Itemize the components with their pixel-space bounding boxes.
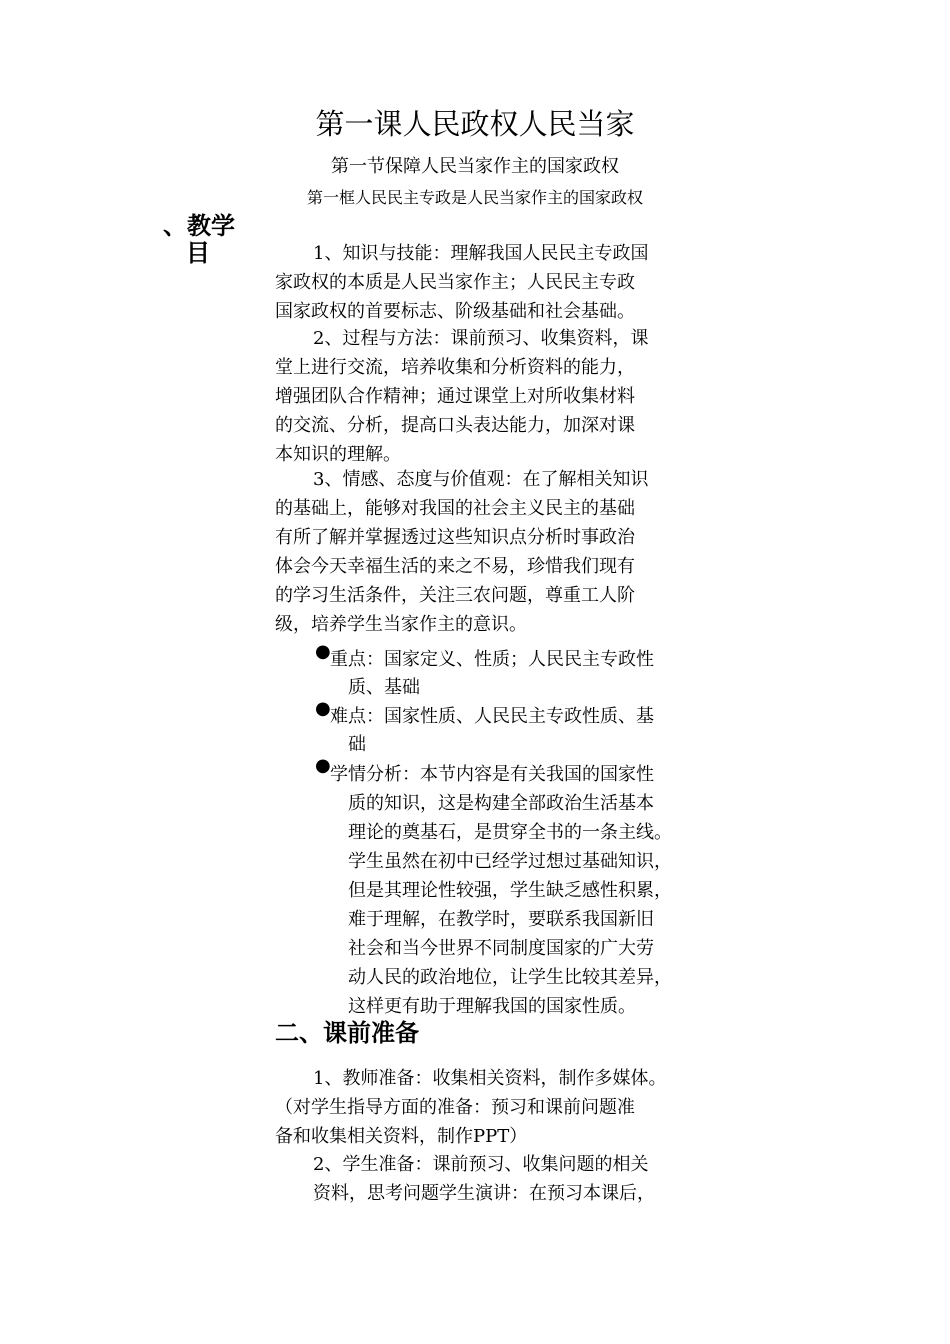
text-line: 增强团队合作精神；通过课堂上对所收集材料 — [275, 386, 635, 407]
text-line: 的基础上，能够对我国的社会主义民主的基础 — [275, 498, 635, 519]
teaching-objectives-heading: 、教学 — [163, 212, 235, 240]
text-line: 级，培养学生当家作主的意识。 — [275, 614, 527, 635]
text-line: 难点：国家性质、人民民主专政性质、基 — [330, 706, 654, 727]
bullet-dot-icon: ● — [315, 755, 331, 776]
text-line: （对学生指导方面的准备：预习和课前问题准 — [275, 1097, 635, 1118]
text-line: 但是其理论性较强，学生缺乏感性积累， — [348, 880, 672, 901]
text-line: 资料，思考问题学生演讲：在预习本课后， — [313, 1183, 655, 1204]
teaching-objectives-heading-cont: 目 — [186, 239, 210, 267]
pre-class-preparation-heading: 二、课前准备 — [275, 1019, 419, 1047]
text-line: 有所了解并掌握透过这些知识点分析时事政治 — [275, 527, 635, 548]
text-line: 家政权的本质是人民当家作主；人民民主专政 — [275, 272, 635, 293]
text-line: 这样更有助于理解我国的国家性质。 — [348, 996, 636, 1017]
text-line: 学生虽然在初中已经学过想过基础知识， — [348, 851, 672, 872]
text-line: 的学习生活条件，关注三农问题，尊重工人阶 — [275, 585, 635, 606]
bullet-dot-icon: ● — [315, 698, 331, 719]
text-line: 质、基础 — [348, 677, 420, 698]
text-line: 理论的奠基石，是贯穿全书的一条主线。 — [348, 822, 672, 843]
text-line: 堂上进行交流，培养收集和分析资料的能力， — [275, 357, 635, 378]
text-line: 动人民的政治地位，让学生比较其差异， — [348, 967, 672, 988]
text-line: 2、过程与方法：课前预习、收集资料，课 — [313, 328, 649, 349]
text-line: 础 — [348, 734, 366, 755]
section-title: 第一节保障人民当家作主的国家政权 — [331, 156, 619, 177]
text-line: 本知识的理解。 — [275, 444, 401, 465]
text-line: 的交流、分析，提高口头表达能力，加深对课 — [275, 415, 635, 436]
text-line: 学情分析：本节内容是有关我国的国家性 — [330, 764, 654, 785]
text-line: 国家政权的首要标志、阶级基础和社会基础。 — [275, 301, 635, 322]
text-line: 3、情感、态度与价值观：在了解相关知识 — [313, 469, 649, 490]
text-line: 社会和当今世界不同制度国家的广大劳 — [348, 938, 654, 959]
page-title: 第一课人民政权人民当家 — [315, 107, 635, 141]
subsection-title: 第一框人民民主专政是人民当家作主的国家政权 — [306, 188, 643, 207]
text-line: 体会今天幸福生活的来之不易，珍惜我们现有 — [275, 556, 635, 577]
text-line: 重点：国家定义、性质；人民民主专政性 — [330, 649, 654, 670]
bullet-dot-icon: ● — [315, 641, 331, 662]
text-line: 难于理解，在教学时，要联系我国新旧 — [348, 909, 654, 930]
text-line: 1、教师准备：收集相关资料，制作多媒体。 — [313, 1068, 667, 1089]
text-line: 备和收集相关资料，制作PPT） — [275, 1126, 528, 1147]
text-line: 1、知识与技能：理解我国人民民主专政国 — [313, 243, 649, 264]
text-line: 2、学生准备：课前预习、收集问题的相关 — [313, 1154, 649, 1175]
text-line: 质的知识，这是构建全部政治生活基本 — [348, 793, 654, 814]
